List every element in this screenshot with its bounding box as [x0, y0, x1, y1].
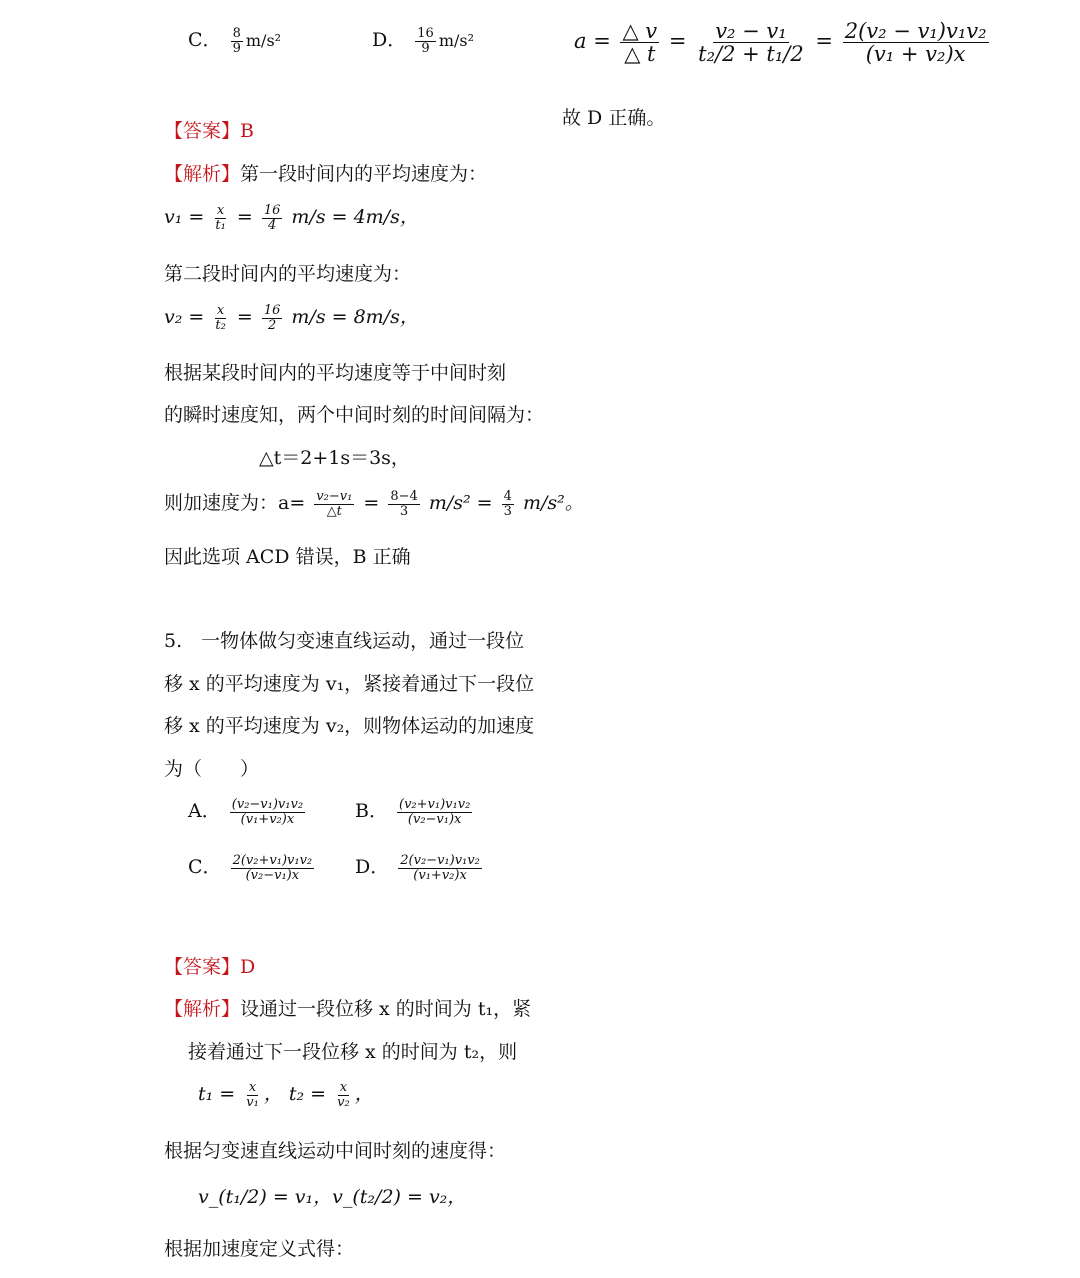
- q4-conclusion: 因此选项 ACD 错误，B 正确: [164, 546, 411, 568]
- delta-t-equation: △t＝2+1s＝3s，: [259, 447, 410, 469]
- q5-option-d: D． $\frac{\text{2(v₂−v₁)v₁v₂}}{\text{(v₁+v₂)x}}$: [355, 853, 480, 883]
- v2-equation: v₂ = $\frac{x}{\text{t₂}}$ = $\frac{16}{2}$ m/s = 8m/s，: [164, 303, 419, 333]
- q5-stem-line3: 移 x 的平均速度为 v₂，则物体运动的加速度: [164, 715, 535, 737]
- v1-equation: v₁ = $\frac{x}{\text{t₁}}$ = $\frac{16}{4}$ m/s = 4m/s，: [164, 203, 419, 233]
- t-equations: t₁ = $\frac{x}{\text{v₁}}$ ， t₂ = $\frac{x}{\text{v₂}}$ ，: [198, 1080, 374, 1110]
- q5-analysis-line2: 接着通过下一段位移 x 的时间为 t₂，则: [188, 1041, 518, 1063]
- right-conclusion: 故 D 正确。: [562, 107, 666, 129]
- q5-analysis-line1: 【解析】设通过一段位移 x 的时间为 t₁，紧: [164, 998, 532, 1020]
- acceleration-equation: 则加速度为：a= $\frac{\text{v₂−v₁}}{\triangle t}$ = $\frac{8-4}{3}$ m/s² = $\frac{4}{3}$ m/s²。: [164, 489, 584, 519]
- q5-analysis-line3: 根据匀变速直线运动中间时刻的速度得：: [164, 1140, 507, 1162]
- q5-stem-line4: 为（ ）: [164, 758, 260, 780]
- q5-option-a: A． $\frac{\text{(v₂−v₁)v₁v₂}}{\text{(v₁+v₂)x}}$: [188, 797, 304, 827]
- q5-option-b: B． $\frac{\text{(v₂+v₁)v₁v₂}}{\text{(v₂−v₁)x}}$: [355, 797, 471, 827]
- q5-stem-line1: 5. 一物体做匀变速直线运动，通过一段位: [164, 630, 525, 652]
- analysis-line-a: 根据某段时间内的平均速度等于中间时刻: [164, 362, 507, 384]
- q5-analysis-line4: 根据加速度定义式得：: [164, 1238, 355, 1260]
- q5-option-c: C． $\frac{\text{2(v₂+v₁)v₁v₂}}{\text{(v₂−v₁)x}}$: [188, 853, 313, 883]
- second-segment-intro: 第二段时间内的平均速度为：: [164, 263, 412, 285]
- q4-option-c: C． $\frac{8}{9}$ m/s²: [188, 26, 282, 56]
- right-acceleration-equation: a = $\frac{\triangle v}{\triangle t}$ = $\frac{\text{v₂ − v₁}}{\text{t₂/2 + t₁/2}}$ = $\frac{\text{2(v₂ − v₁)v₁v₂}}{\text{(v₁ + v₂)x}}$: [574, 19, 987, 67]
- midpoint-velocity-equation: v_(t₁/2) = v₁，v_(t₂/2) = v₂，: [198, 1186, 467, 1208]
- q5-answer: 【答案】D: [164, 956, 256, 978]
- q4-analysis-intro: 【解析】第一段时间内的平均速度为：: [164, 163, 488, 185]
- q4-option-d: D． $\frac{16}{9}$ m/s²: [372, 26, 475, 56]
- q4-answer: 【答案】B: [164, 120, 254, 142]
- analysis-line-b: 的瞬时速度知，两个中间时刻的时间间隔为：: [164, 404, 545, 426]
- q5-stem-line2: 移 x 的平均速度为 v₁，紧接着通过下一段位: [164, 673, 535, 695]
